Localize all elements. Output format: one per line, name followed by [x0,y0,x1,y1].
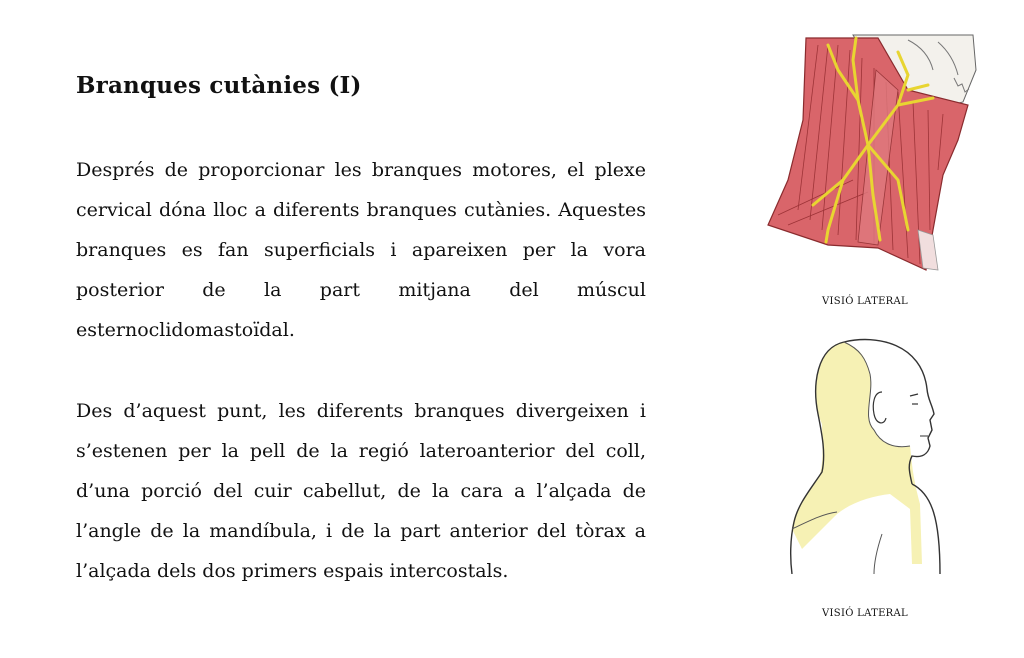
figure-caption: VISIÓ LATERAL [822,296,908,307]
paragraph-branches-distribution: Des d’aquest punt, les diferents branques divergeixen i s’estenen per la pell de la regió lateroanterior del coll, d’una porció del cuir cabellut, de la cara a l’alçada de l’angle de la mandíbula, i de la part anterior del tòrax a l’alçada dels dos primers espais intercostals. [76,400,646,582]
page-title: Branques cutànies (I) [76,72,362,99]
neck-muscles-nerves-icon [758,30,983,278]
dermatome-figure [782,334,942,574]
head-dermatome-icon [782,334,942,574]
figure-caption: VISIÓ LATERAL [822,608,908,619]
paragraph-motor-branches: Després de proporcionar les branques motores, el plexe cervical dóna lloc a diferents branques cutànies. Aquestes branques es fan superficials i apareixen per la vora posterior de la part mitjana del múscul esternoclidomastoïdal. [76,159,646,341]
neck-anatomy-figure [758,30,983,278]
